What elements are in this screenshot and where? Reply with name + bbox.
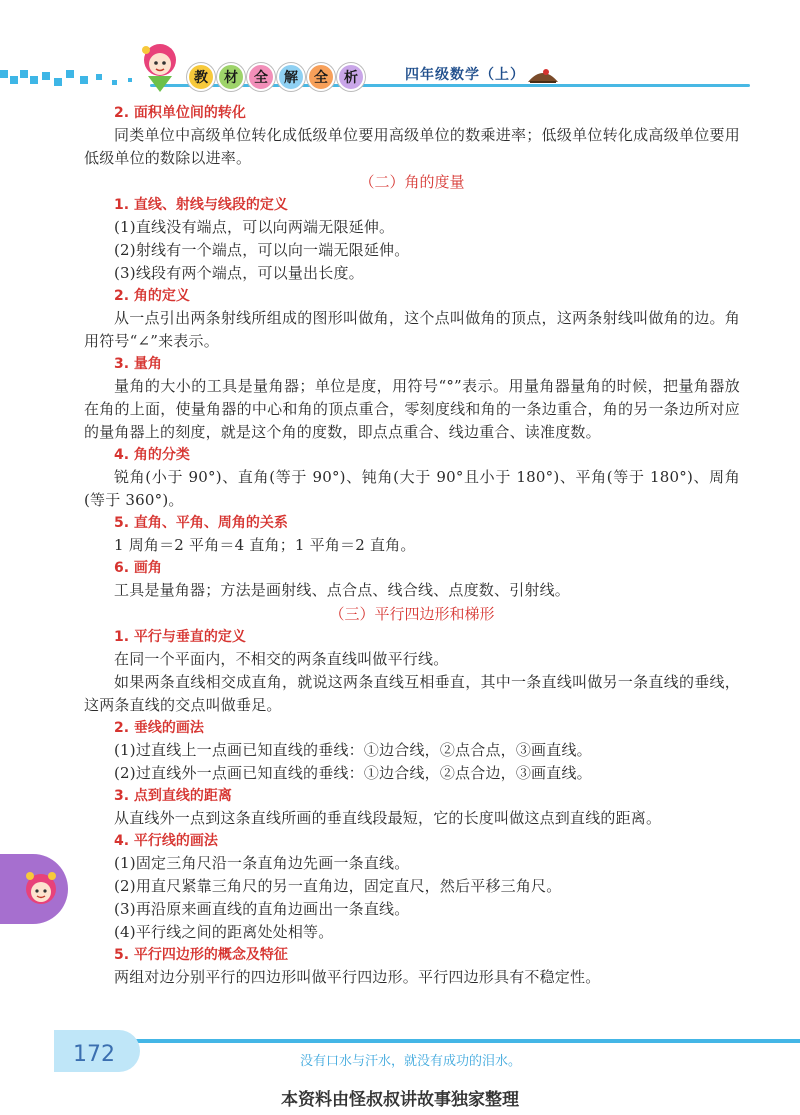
list-item: (1)直线没有端点，可以向两端无限延伸。 <box>114 218 395 236</box>
mascot-face-icon <box>24 870 58 908</box>
hat-icon <box>526 62 560 88</box>
credit-line: 本资料由怪叔叔讲故事独家整理 <box>281 1090 519 1110</box>
paragraph: 锐角(小于 90°)、直角(等于 90°)、钝角(大于 90°且小于 180°)、平角(等于 180°)、周角(等于 360°)。 <box>84 468 740 509</box>
section-title: （二）角的度量 <box>359 173 465 191</box>
list-item: (1)固定三角尺沿一条直角边先画一条直线。 <box>114 854 410 872</box>
title-char-ball: 全 <box>247 63 275 91</box>
paragraph: 从直线外一点到这条直线所画的垂直线段最短，它的长度叫做这点到直线的距离。 <box>114 809 662 827</box>
page-header <box>0 0 800 98</box>
paragraph: 在同一个平面内，不相交的两条直线叫做平行线。 <box>114 650 449 668</box>
paragraph: 工具是量角器；方法是画射线、点合点、线合线、点度数、引射线。 <box>114 581 571 599</box>
paragraph: 同类单位中高级单位转化成低级单位要用高级单位的数乘进率；低级单位转化成高级单位要用低级单位的数除以进率。 <box>84 126 740 167</box>
subheading: 4. 角的分类 <box>114 447 190 463</box>
subheading: 5. 直角、平角、周角的关系 <box>114 515 288 531</box>
title-char-ball: 材 <box>217 63 245 91</box>
subheading: 1. 直线、射线与线段的定义 <box>114 197 288 213</box>
list-item: (3)线段有两个端点，可以量出长度。 <box>114 264 364 282</box>
page-content <box>84 102 740 989</box>
paragraph: 如果两条直线相交成直角，就说这两条直线互相垂直，其中一条直线叫做另一条直线的垂线，这两条直线的交点叫做垂足。 <box>84 673 740 714</box>
paragraph: 两组对边分别平行的四边形叫做平行四边形。平行四边形具有不稳定性。 <box>114 968 601 986</box>
list-item: (4)平行线之间的距离处处相等。 <box>114 923 334 941</box>
subheading: 1. 平行与垂直的定义 <box>114 629 246 645</box>
side-tab <box>0 854 68 924</box>
paragraph: 量角的大小的工具是量角器；单位是度，用符号“°”表示。用量角器量角的时候，把量角器放在角的上面，使量角器的中心和角的顶点重合，零刻度线和角的一条边重合，角的另一条边所对应的量角器上的刻度，就是这个角的度数，即点点重合、线边重合、读准度数。 <box>84 377 740 441</box>
subheading: 6. 画角 <box>114 560 162 576</box>
subheading: 2. 面积单位间的转化 <box>114 105 246 121</box>
subheading: 2. 角的定义 <box>114 288 190 304</box>
list-item: (2)射线有一个端点，可以向一端无限延伸。 <box>114 241 410 259</box>
list-item: (3)再沿原来画直线的直角边画出一条直线。 <box>114 900 410 918</box>
subheading: 4. 平行线的画法 <box>114 833 218 849</box>
subheading: 3. 量角 <box>114 356 162 372</box>
list-item: (2)过直线外一点画已知直线的垂线：①边合线，②点合边，③画直线。 <box>114 764 592 782</box>
section-title: （三）平行四边形和梯形 <box>329 605 495 623</box>
paragraph: 1 周角＝2 平角＝4 直角；1 平角＝2 直角。 <box>114 536 416 554</box>
subheading: 3. 点到直线的距离 <box>114 788 232 804</box>
page-number: 172 <box>73 1042 115 1067</box>
paragraph: 从一点引出两条射线所组成的图形叫做角，这个点叫做角的顶点，这两条射线叫做角的边。角用符号“∠”来表示。 <box>84 309 740 350</box>
list-item: (1)过直线上一点画已知直线的垂线：①边合线，②点合点，③画直线。 <box>114 741 592 759</box>
subheading: 5. 平行四边形的概念及特征 <box>114 947 288 963</box>
footer-motto: 没有口水与汗水，就没有成功的泪水。 <box>300 1054 522 1069</box>
title-char-ball: 全 <box>307 63 335 91</box>
mascot-girl-icon <box>136 40 184 94</box>
list-item: (2)用直尺紧靠三角尺的另一直角边，固定直尺，然后平移三角尺。 <box>114 877 562 895</box>
subheading: 2. 垂线的画法 <box>114 720 204 736</box>
book-title <box>187 63 365 89</box>
footer-rule <box>94 1039 800 1043</box>
title-char-ball: 解 <box>277 63 305 91</box>
grade-label: 四年级数学（上） <box>405 67 525 83</box>
title-char-ball: 析 <box>337 63 365 91</box>
title-char-ball: 教 <box>187 63 215 91</box>
